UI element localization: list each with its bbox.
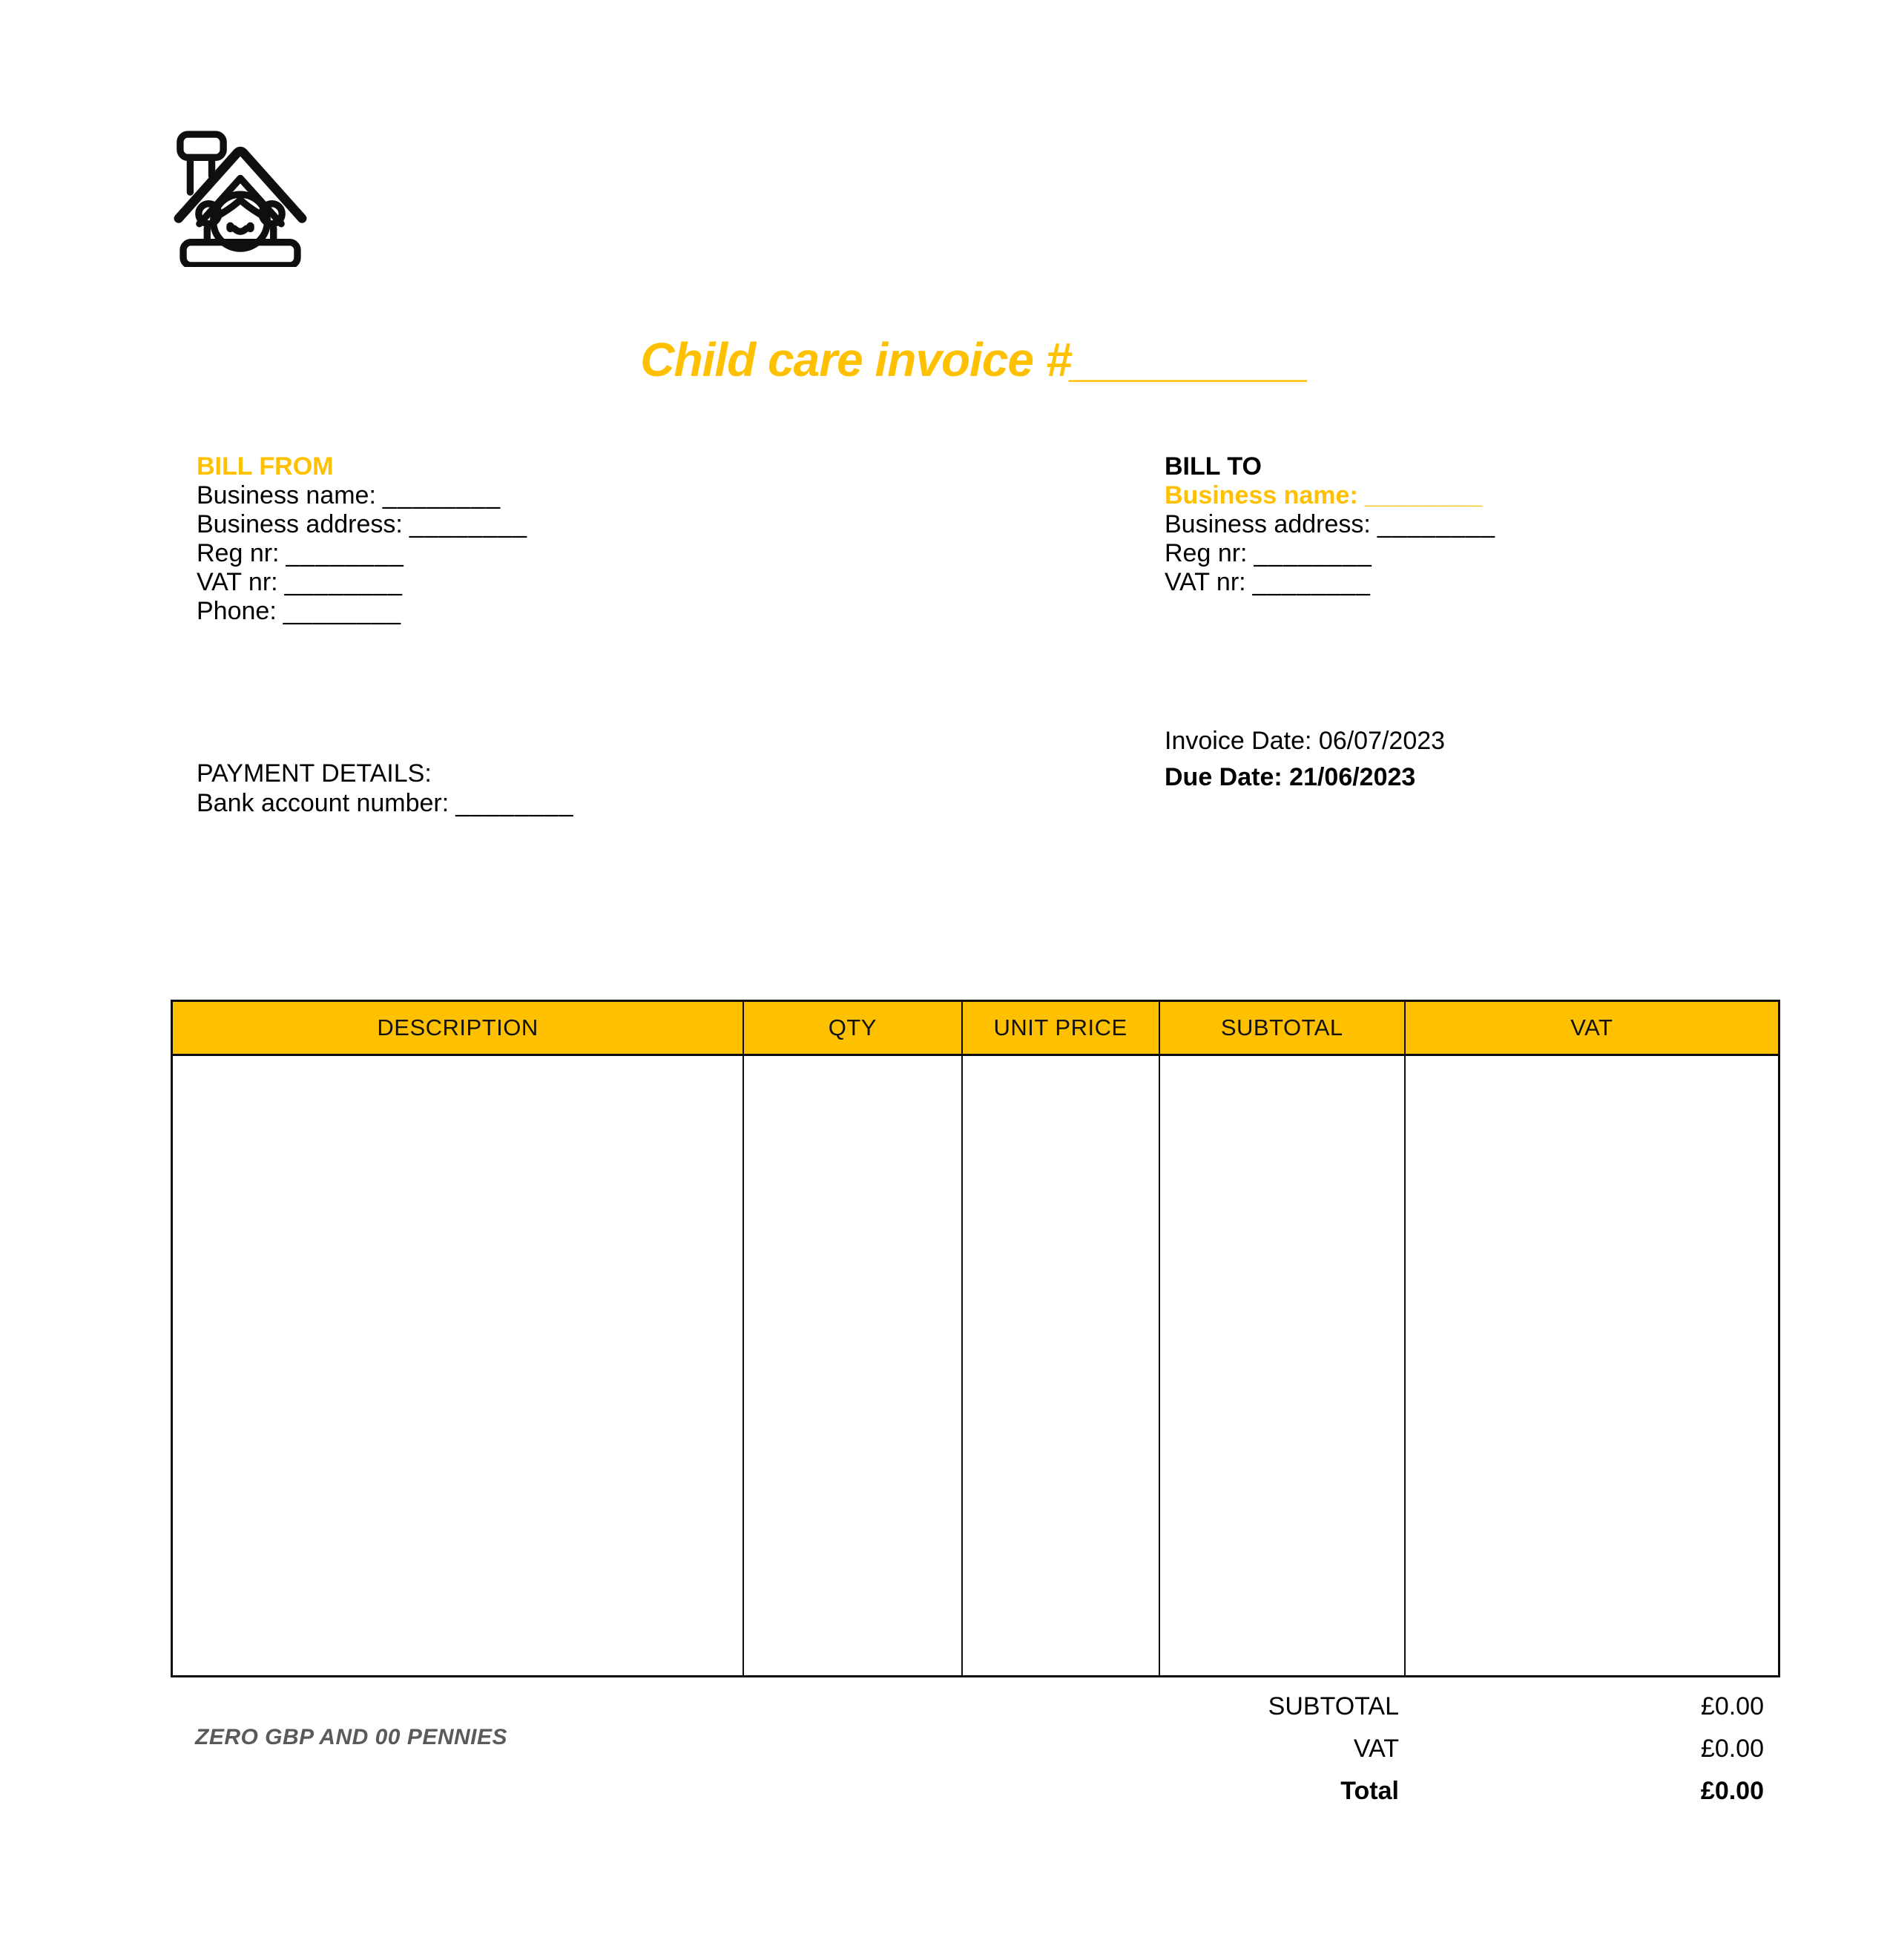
field-blank[interactable]: ________: [455, 789, 574, 817]
payment-details-heading: PAYMENT DETAILS:: [197, 759, 432, 788]
field-label: VAT nr:: [197, 568, 278, 596]
field-blank[interactable]: ________: [409, 510, 528, 538]
vat-value: £0.00: [1700, 1735, 1764, 1763]
totals-section: [171, 1692, 1780, 1819]
subtotal-value: £0.00: [1700, 1692, 1764, 1720]
field-blank[interactable]: ________: [283, 597, 402, 625]
column-body-qty[interactable]: [744, 1056, 961, 1675]
field-blank[interactable]: ________: [1252, 568, 1371, 596]
field-blank[interactable]: ________: [382, 481, 501, 509]
field-label: Business address:: [197, 510, 403, 538]
field-label: Bank account number:: [197, 789, 450, 817]
bill-from-vat-nr: [197, 568, 527, 597]
bill-from-section: [197, 452, 527, 626]
field-label: Business name:: [1165, 481, 1358, 509]
total-row: [171, 1777, 1780, 1819]
invoice-date-value: 06/07/2023: [1318, 727, 1446, 755]
amount-in-words: ZERO GBP AND 00 PENNIES: [195, 1725, 508, 1749]
bill-to-reg-nr: [1165, 539, 1495, 568]
column-header-unit-price: UNIT PRICE: [963, 1002, 1159, 1056]
vat-label: VAT: [1353, 1735, 1399, 1763]
due-date-line: [1165, 759, 1445, 796]
column-body-unit-price[interactable]: [963, 1056, 1159, 1675]
column-body-subtotal[interactable]: [1160, 1056, 1404, 1675]
bill-to-heading: BILL TO: [1165, 452, 1262, 481]
bill-to-section: [1165, 452, 1495, 597]
line-items-table: [171, 1000, 1780, 1677]
dates-section: [1165, 723, 1445, 796]
bank-account-line: [197, 788, 573, 818]
invoice-number-blank[interactable]: _________: [1071, 333, 1309, 386]
page-title-text: Child care invoice #: [640, 333, 1072, 386]
total-label: Total: [1340, 1777, 1399, 1805]
column-vat: [1404, 1002, 1778, 1675]
field-label: Phone:: [197, 597, 277, 625]
column-unit-price: [961, 1002, 1159, 1675]
page-title: [30, 332, 1890, 387]
field-label: Reg nr:: [197, 539, 280, 567]
bill-from-heading: BILL FROM: [197, 452, 334, 481]
column-body-vat[interactable]: [1406, 1056, 1778, 1675]
bill-from-phone: [197, 597, 527, 626]
column-header-qty: QTY: [744, 1002, 961, 1056]
childcare-house-icon: [163, 113, 317, 267]
field-label: Business name:: [197, 481, 376, 509]
field-label: VAT nr:: [1165, 568, 1246, 596]
bill-from-reg-nr: [197, 539, 527, 568]
total-value: £0.00: [1700, 1777, 1764, 1805]
invoice-date-label: Invoice Date:: [1165, 727, 1312, 755]
field-blank[interactable]: ________: [286, 539, 404, 567]
field-blank[interactable]: ________: [1364, 481, 1484, 509]
bill-from-business-address: [197, 510, 527, 539]
field-blank[interactable]: ________: [284, 568, 403, 596]
invoice-date-line: [1165, 723, 1445, 759]
subtotal-label: SUBTOTAL: [1268, 1692, 1399, 1720]
bill-from-business-name: [197, 481, 527, 510]
bill-to-vat-nr: [1165, 568, 1495, 597]
field-label: Business address:: [1165, 510, 1371, 538]
field-blank[interactable]: ________: [1254, 539, 1372, 567]
column-description: [173, 1002, 742, 1675]
field-blank[interactable]: ________: [1377, 510, 1496, 538]
column-header-subtotal: SUBTOTAL: [1160, 1002, 1404, 1056]
due-date-label: Due Date:: [1165, 763, 1282, 791]
column-subtotal: [1159, 1002, 1404, 1675]
field-label: Reg nr:: [1165, 539, 1248, 567]
bill-to-business-name: [1165, 481, 1495, 510]
column-header-description: DESCRIPTION: [173, 1002, 742, 1056]
column-qty: [742, 1002, 961, 1675]
payment-details-section: [197, 759, 573, 818]
column-header-vat: VAT: [1406, 1002, 1778, 1056]
bill-to-business-address: [1165, 510, 1495, 539]
column-body-description[interactable]: [173, 1056, 742, 1675]
due-date-value: 21/06/2023: [1289, 763, 1416, 791]
